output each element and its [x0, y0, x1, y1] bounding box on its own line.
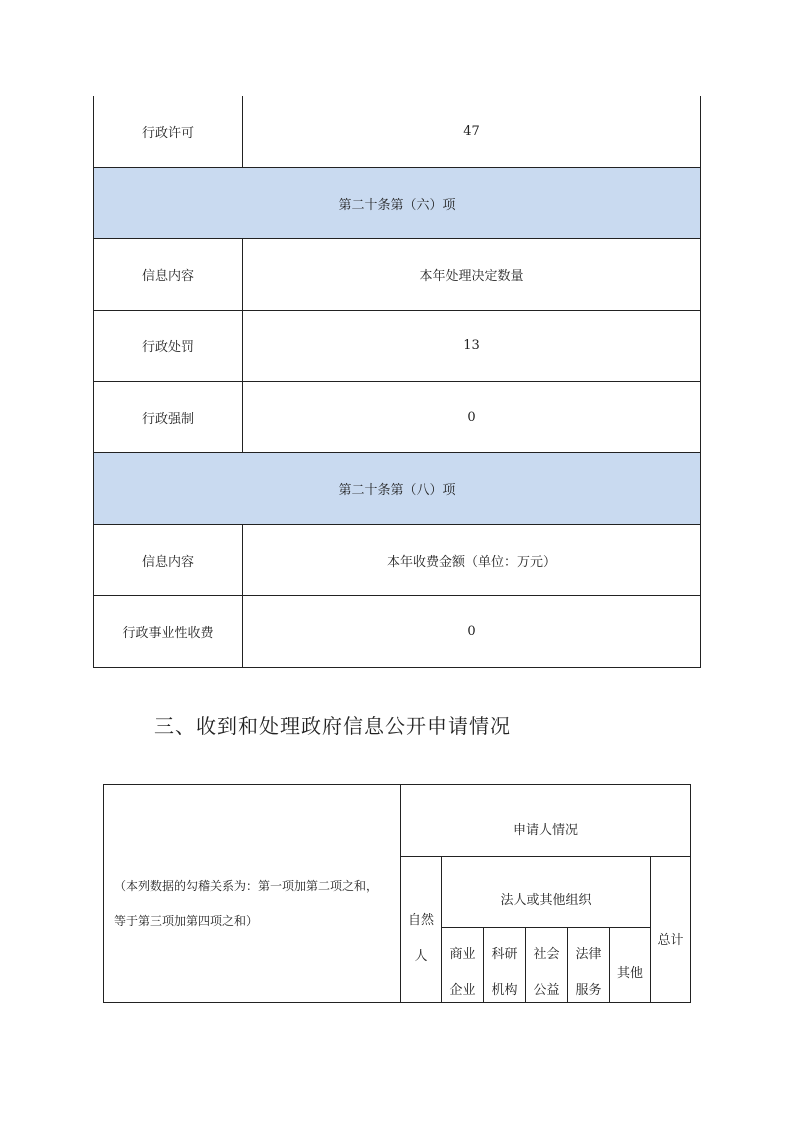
- disclosure-table: [93, 96, 701, 668]
- divider: [401, 856, 690, 857]
- table-row: [94, 96, 701, 167]
- sub-col-other: 其他: [616, 966, 643, 981]
- row-label: 行政强制: [94, 382, 243, 453]
- section-heading: 三、收到和处理政府信息公开申请情况: [154, 714, 511, 738]
- note-line-2: 等于第三项加第四项之和）: [114, 914, 259, 928]
- sub-col-business: 商业: [449, 947, 476, 962]
- row-value: 0: [243, 596, 701, 667]
- section-band-label: 第二十条第（六）项: [94, 167, 701, 238]
- table-row: [94, 596, 701, 667]
- table-row: [94, 524, 701, 595]
- sub-col-social: 社会: [533, 947, 560, 962]
- row-label: 信息内容: [94, 239, 243, 310]
- row-value: 47: [243, 96, 701, 167]
- sub-col-legal: 法律: [575, 947, 602, 962]
- sub-col-research: 科研: [491, 947, 518, 962]
- divider: [442, 927, 650, 928]
- sub-col-social-2: 公益: [533, 983, 560, 998]
- sub-col-research-2: 机构: [491, 983, 518, 998]
- row-label: 信息内容: [94, 524, 243, 595]
- sub-col-business-2: 企业: [449, 983, 476, 998]
- row-label: 行政许可: [94, 96, 243, 167]
- section-band-label: 第二十条第（八）项: [94, 453, 701, 524]
- row-value: 本年收费金额（单位：万元）: [243, 524, 701, 595]
- sub-col-legal-2: 服务: [575, 983, 602, 998]
- row-label: 行政处罚: [94, 310, 243, 381]
- section-band-row: [94, 167, 701, 238]
- row-value: 0: [243, 382, 701, 453]
- table-row: [94, 239, 701, 310]
- note-line-1: （本列数据的勾稽关系为：第一项加第二项之和，: [114, 879, 379, 893]
- table-row: [94, 310, 701, 381]
- row-value: 本年处理决定数量: [243, 239, 701, 310]
- legal-org-header: 法人或其他组织: [500, 893, 592, 908]
- natural-person-label: 自然: [407, 913, 434, 928]
- applicant-header: 申请人情况: [512, 823, 578, 838]
- row-label: 行政事业性收费: [94, 596, 243, 667]
- total-header: 总计: [657, 933, 684, 948]
- natural-person-label-2: 人: [414, 949, 428, 964]
- table-row: [94, 382, 701, 453]
- section-band-row: [94, 453, 701, 524]
- application-table: [103, 784, 691, 1003]
- row-value: 13: [243, 310, 701, 381]
